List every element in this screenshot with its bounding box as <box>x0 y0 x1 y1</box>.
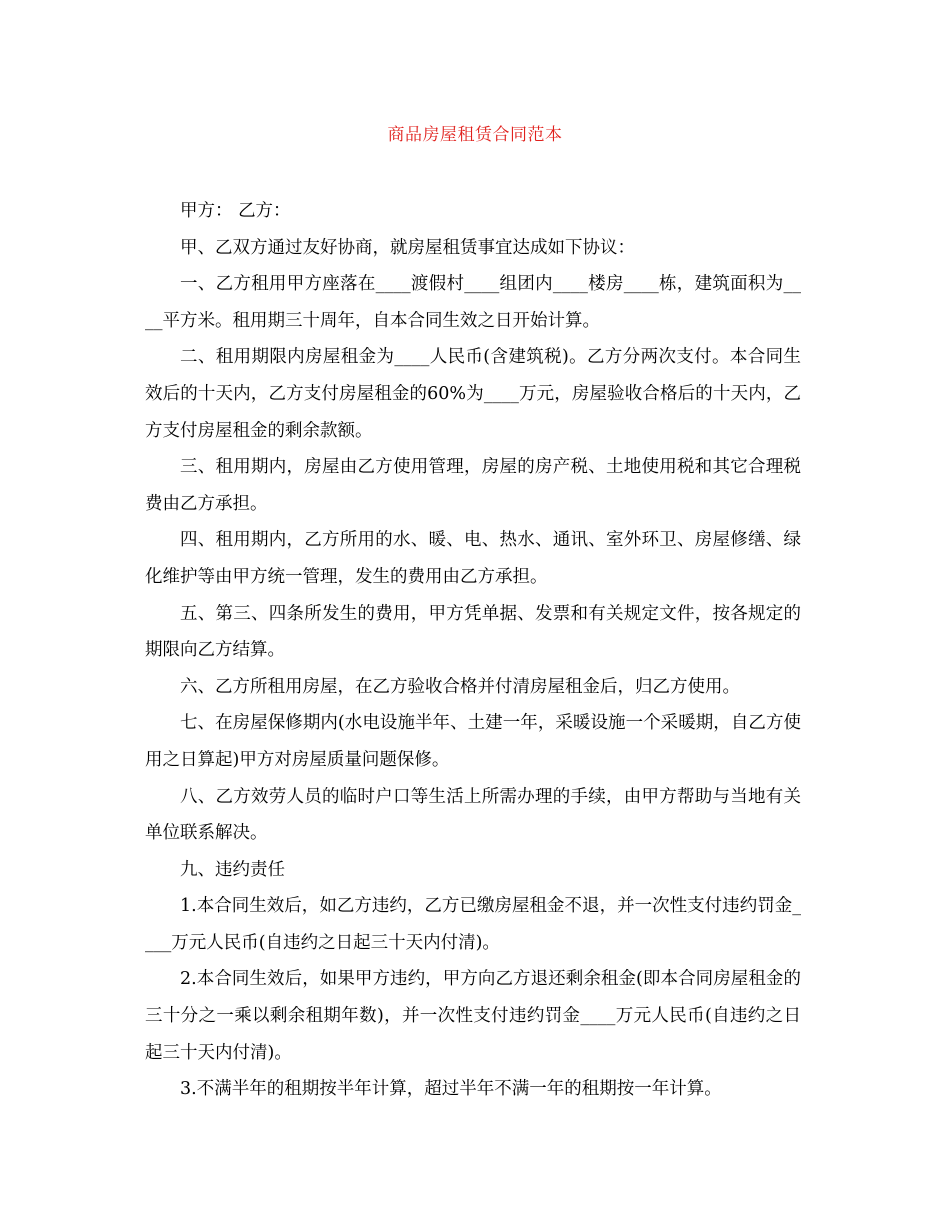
clause-2: 二、租用期限内房屋租金为____人民币(含建筑税)。乙方分两次支付。本合同生效后的十天内，乙方支付房屋租金的60%为____万元，房屋验收合格后的十天内，乙方支付房屋租金的剩余款额。 <box>145 347 801 441</box>
clause-7: 七、在房屋保修期内(水电设施半年、土建一年，采暖设施一个采暖期，自乙方使用之日算起)甲方对房屋质量问题保修。 <box>145 713 801 770</box>
clause-4: 四、租用期内，乙方所用的水、暖、电、热水、通讯、室外环卫、房屋修缮、绿化维护等由甲方统一管理，发生的费用由乙方承担。 <box>145 530 801 587</box>
clause-5: 五、第三、四条所发生的费用，甲方凭单据、发票和有关规定文件，按各规定的期限向乙方结算。 <box>145 603 801 661</box>
clause-8: 八、乙方效劳人员的临时户口等生活上所需办理的手续，由甲方帮助与当地有关单位联系解决。 <box>145 786 801 844</box>
clause-9-heading: 九、违约责任 <box>180 859 285 880</box>
clause-9-item-3: 3.不满半年的租期按半年计算，超过半年不满一年的租期按一年计算。 <box>180 1079 722 1100</box>
document-title: 商品房屋租赁合同范本 <box>387 125 563 145</box>
clause-9-item-1: 1.本合同生效后，如乙方违约，乙方已缴房屋租金不退，并一次性支付违约罚金____万元人民币(自违约之日起三十天内付清)。 <box>145 896 801 953</box>
clause-9-item-2: 2.本合同生效后，如果甲方违约，甲方向乙方退还剩余租金(即本合同房屋租金的三十分之一乘以剩余租期年数)，并一次性支付违约罚金____万元人民币(自违约之日起三十天内付清)。 <box>145 969 801 1063</box>
party-line: 甲方： 乙方： <box>180 201 291 221</box>
clause-3: 三、租用期内，房屋由乙方使用管理，房屋的房产税、土地使用税和其它合理税费由乙方承担。 <box>145 457 801 514</box>
clause-1: 一、乙方租用甲方座落在____渡假村____组团内____楼房____栋，建筑面积为____平方米。租用期三十周年，自本合同生效之日开始计算。 <box>145 274 801 331</box>
agreement-intro: 甲、乙双方通过友好协商，就房屋租赁事宜达成如下协议： <box>180 237 635 258</box>
document-body <box>145 193 801 1108</box>
clause-6: 六、乙方所租用房屋，在乙方验收合格并付清房屋租金后，归乙方使用。 <box>180 676 740 697</box>
